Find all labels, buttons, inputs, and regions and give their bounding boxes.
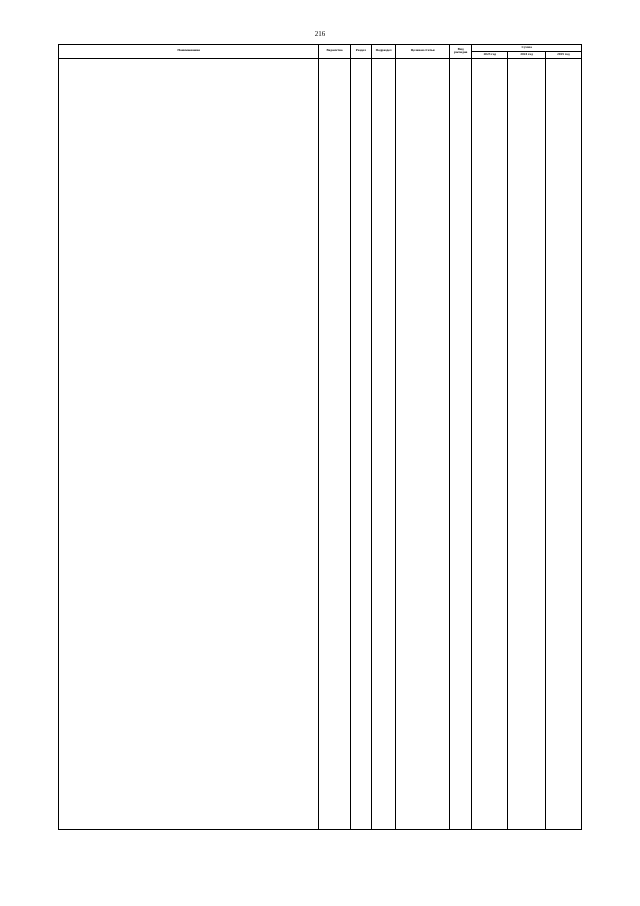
table-cell <box>319 58 351 829</box>
header-subsection: Подраздел <box>371 45 396 59</box>
table-cell <box>371 58 396 829</box>
header-year: 2024 год <box>508 51 545 58</box>
table-cell <box>545 58 581 829</box>
table-cell <box>350 58 371 829</box>
header-expense-type: Вид расходов <box>450 45 472 59</box>
header-target: Целевая статья <box>396 45 450 59</box>
table-row <box>59 58 582 829</box>
table-cell <box>450 58 472 829</box>
header-year: 2025 год <box>545 51 581 58</box>
header-sum: Сумма <box>472 45 582 52</box>
header-owner: Ведомство <box>319 45 351 59</box>
table-cell <box>472 58 508 829</box>
table-cell <box>396 58 450 829</box>
table-cell <box>508 58 545 829</box>
header-name: Наименование <box>59 45 319 59</box>
header-year: 2023 год <box>472 51 508 58</box>
page-number: 216 <box>314 30 326 38</box>
table-header <box>59 45 582 59</box>
table-cell <box>59 58 319 829</box>
budget-table <box>58 44 582 830</box>
table-body <box>59 58 582 829</box>
header-section: Раздел <box>350 45 371 59</box>
header-row <box>59 45 582 52</box>
